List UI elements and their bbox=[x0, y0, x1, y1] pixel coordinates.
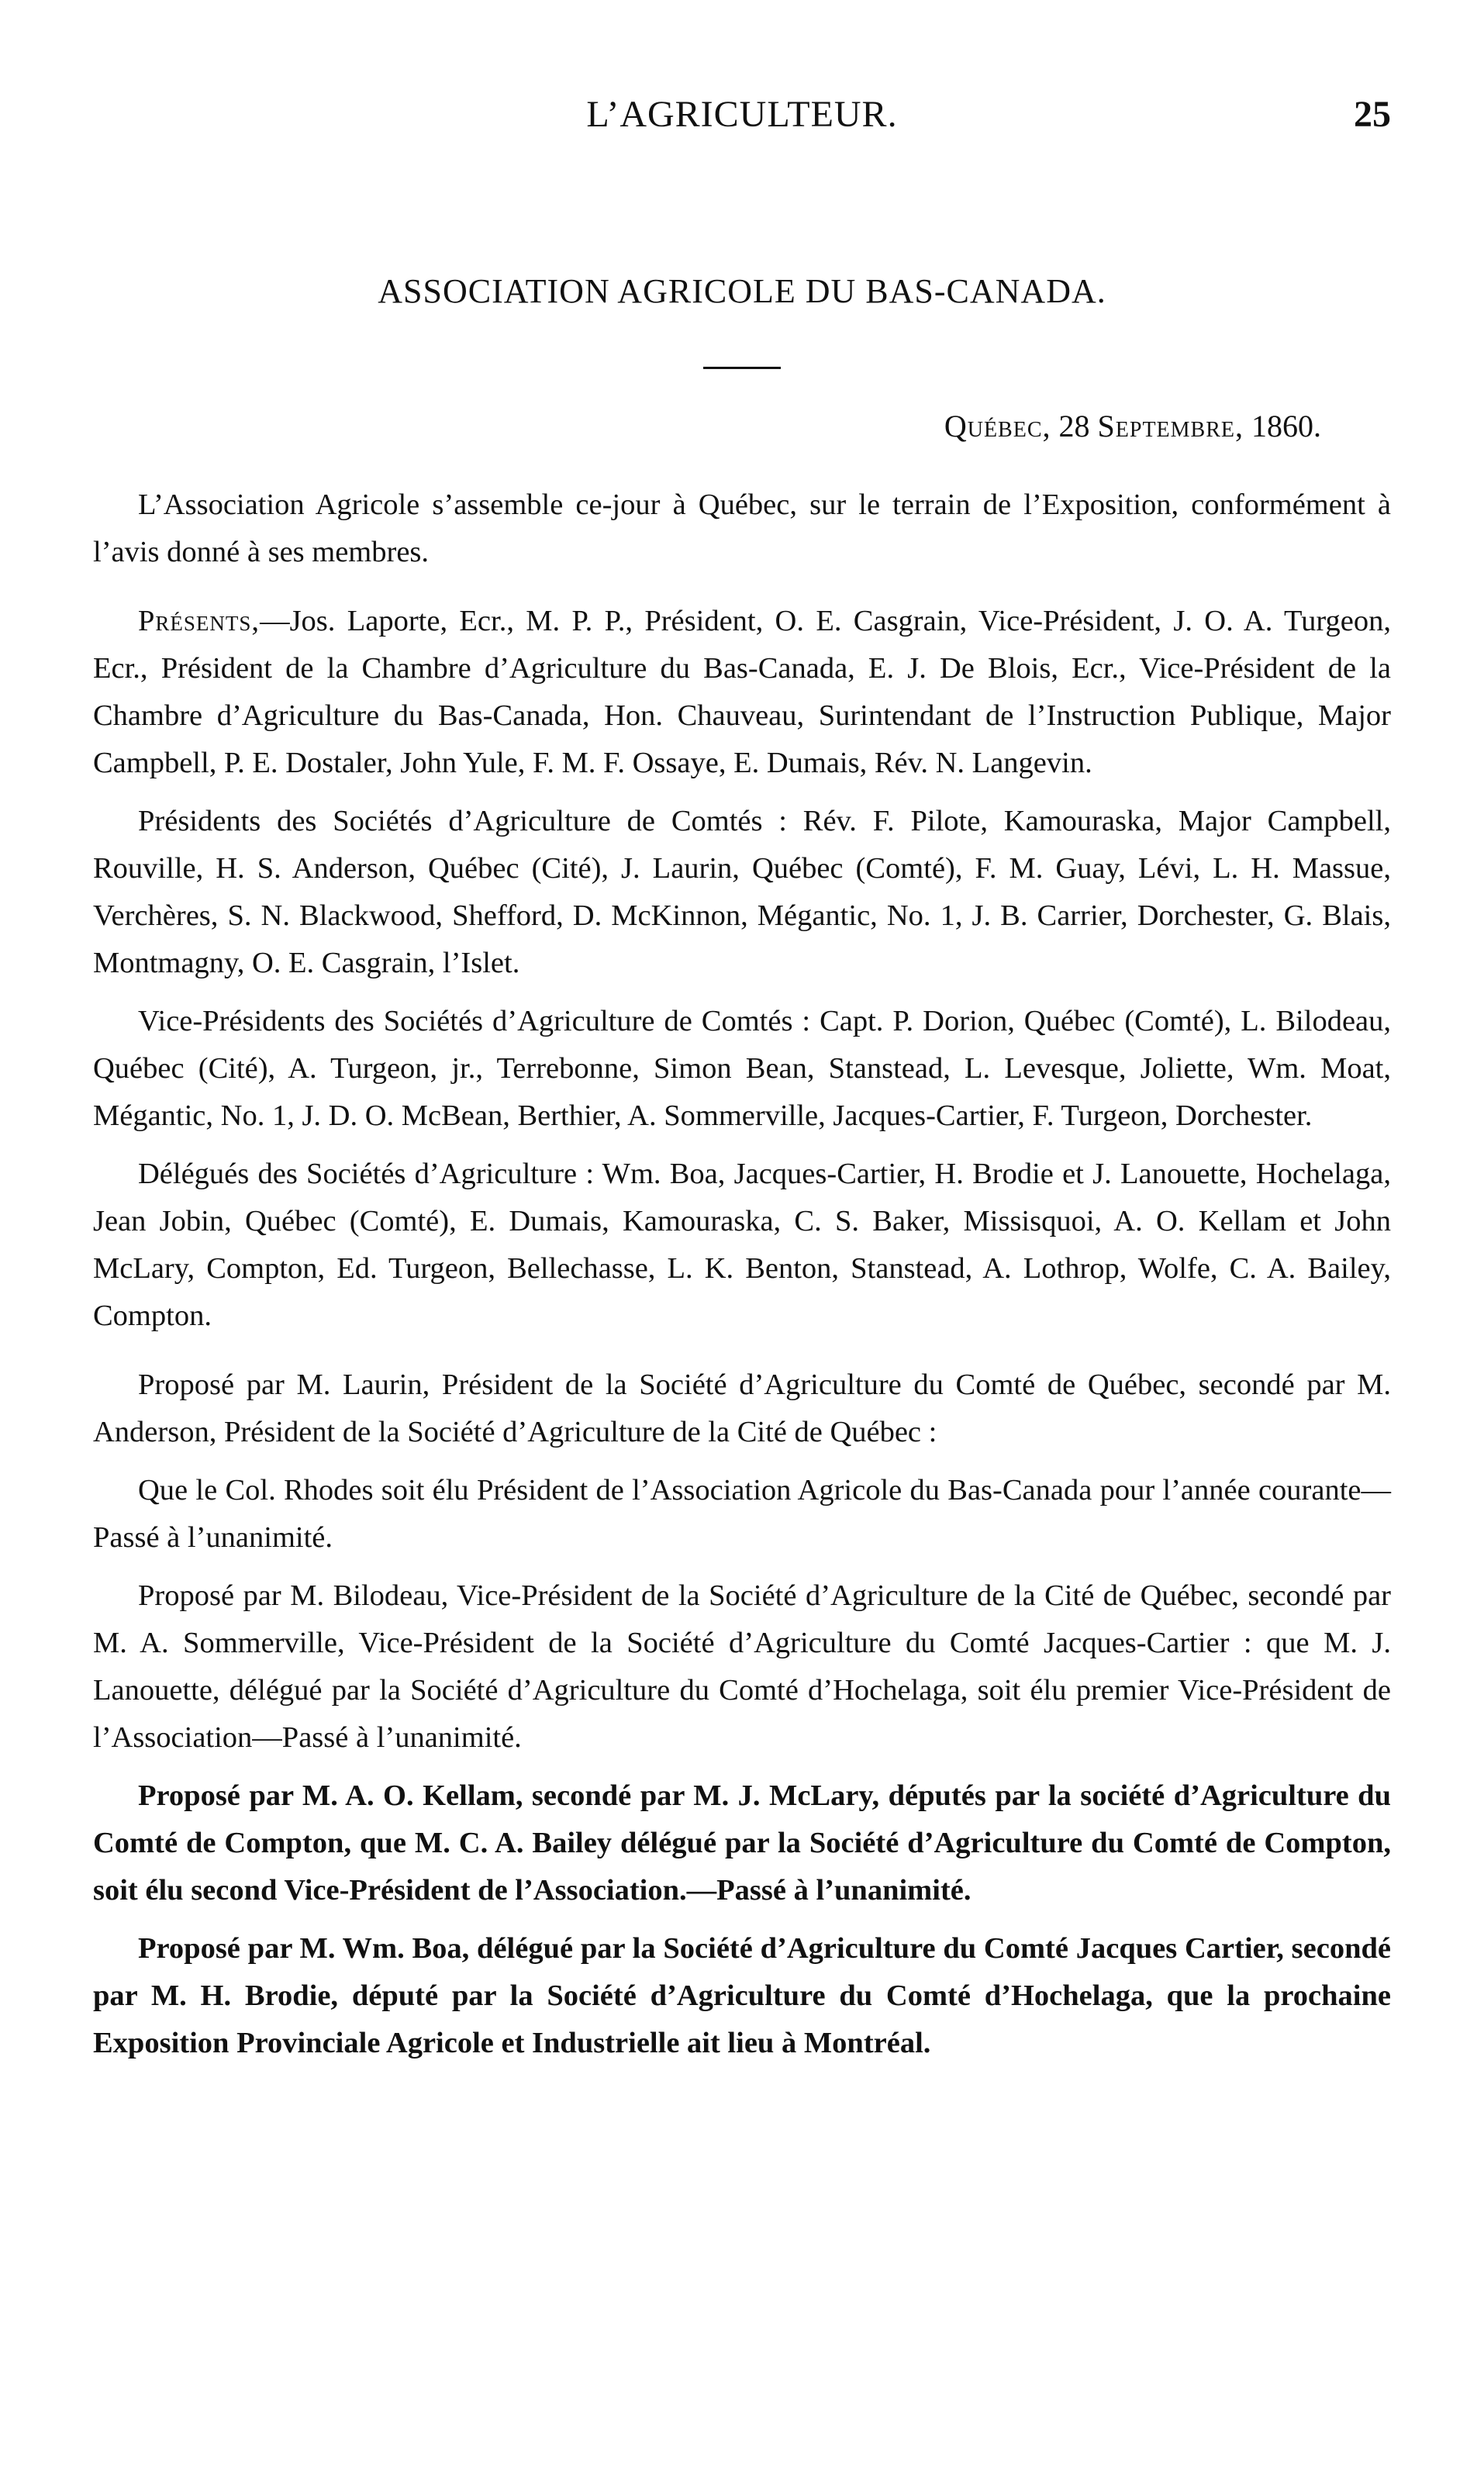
section-title: ASSOCIATION AGRICOLE DU BAS-CANADA. bbox=[378, 272, 1106, 310]
dateline-place: Québec, bbox=[944, 409, 1051, 443]
opening-paragraph: L’Association Agricole s’assemble ce-jour à Québec, sur le terrain de l’Exposition, conformément à l’avis donné à ses membres. bbox=[93, 488, 1391, 568]
delegues-paragraph: Délégués des Sociétés d’Agriculture : Wm. Boa, Jacques-Cartier, H. Brodie et J. Lanouette, Hochelaga, Jean Jobin, Québec (Comté), E. Dumais, Kamouraska, C. S. Baker, Missisquoi, A. O. Kellam et John McLary, Compton, Ed. Turgeon, Bellechasse, L. K. Benton, Stanstead, A. Lothrop, Wolfe, C. A. Bailey, Compton. bbox=[93, 1158, 1391, 1332]
motion-paragraph-1: Proposé par M. Laurin, Président de la Société d’Agriculture du Comté de Québec, secondé par M. Anderson, Président de la Société d’Agriculture de la Cité de Québec : bbox=[93, 1368, 1391, 1448]
presents-paragraph bbox=[93, 598, 1391, 787]
dateline bbox=[93, 408, 1391, 444]
resolution-paragraph-1: Que le Col. Rhodes soit élu Président de l’Association Agricole du Bas-Canada pour l’année courante—Passé à l’unanimité. bbox=[93, 1474, 1391, 1554]
motion-paragraph-4: Proposé par M. Wm. Boa, délégué par la Société d’Agriculture du Comté Jacques Cartier, secondé par M. H. Brodie, député par la Société d’Agriculture du Comté d’Hochelaga, que la prochaine Exposition Provinciale Agricole et Industrielle ait lieu à Montréal. bbox=[93, 1932, 1391, 2059]
presidents-paragraph: Présidents des Sociétés d’Agriculture de Comtés : Rév. F. Pilote, Kamouraska, Major Campbell, Rouville, H. S. Anderson, Québec (Cité), J. Laurin, Québec (Comté), F. M. Guay, Lévi, L. H. Massue, Verchères, S. N. Blackwood, Shefford, D. McKinnon, Mégantic, No. 1, J. B. Carrier, Dorchester, G. Blais, Montmagny, O. E. Casgrain, l’Islet. bbox=[93, 805, 1391, 979]
presents-lead: Présents, bbox=[138, 605, 261, 637]
running-title: L’AGRICULTEUR. bbox=[586, 94, 898, 135]
dateline-day: 28 bbox=[1058, 409, 1090, 443]
page-number: 25 bbox=[1354, 94, 1391, 135]
vice-presidents-paragraph: Vice-Présidents des Sociétés d’Agriculture de Comtés : Capt. P. Dorion, Québec (Comté), L. Bilodeau, Québec (Cité), A. Turgeon, jr., Terrebonne, Simon Bean, Stanstead, L. Levesque, Joliette, Wm. Moat, Mégantic, No. 1, J. D. O. McBean, Berthier, A. Sommerville, Jacques-Cartier, F. Turgeon, Dorchester. bbox=[93, 1005, 1391, 1132]
motion-paragraph-2: Proposé par M. Bilodeau, Vice-Président de la Société d’Agriculture de la Cité de Québec, secondé par M. A. Sommerville, Vice-Président de la Société d’Agriculture du Comté Jacques-Cartier : que M. J. Lanouette, délégué par la Société d’Agriculture du Comté d’Hochelaga, soit élu premier Vice-Président de l’Association—Passé à l’unanimité. bbox=[93, 1579, 1391, 1754]
motion-paragraph-3: Proposé par M. A. O. Kellam, secondé par M. J. McLary, députés par la société d’Agriculture du Comté de Compton, que M. C. A. Bailey délégué par la Société d’Agriculture du Comté de Compton, soit élu second Vice-Président de l’Association.—Passé à l’unanimité. bbox=[93, 1779, 1391, 1907]
dateline-month: Septembre, bbox=[1097, 409, 1244, 443]
running-header bbox=[93, 85, 1391, 155]
presents-body: —Jos. Laporte, Ecr., M. P. P., Président, O. E. Casgrain, Vice-Président, J. O. A. Turgeon, Ecr., Président de la Chambre d’Agriculture du Bas-Canada, E. J. De Blois, Ecr., Vice-Président de la Chambre d’Agriculture du Bas-Canada, Hon. Chauveau, Surintendant de l’Instruction Publique, Major Campbell, P. E. Dostaler, John Yule, F. M. F. Ossaye, E. Dumais, Rév. N. Langevin. bbox=[93, 605, 1391, 779]
title-rule bbox=[703, 367, 781, 369]
dateline-year: 1860. bbox=[1251, 409, 1321, 443]
document-page bbox=[93, 85, 1391, 2067]
